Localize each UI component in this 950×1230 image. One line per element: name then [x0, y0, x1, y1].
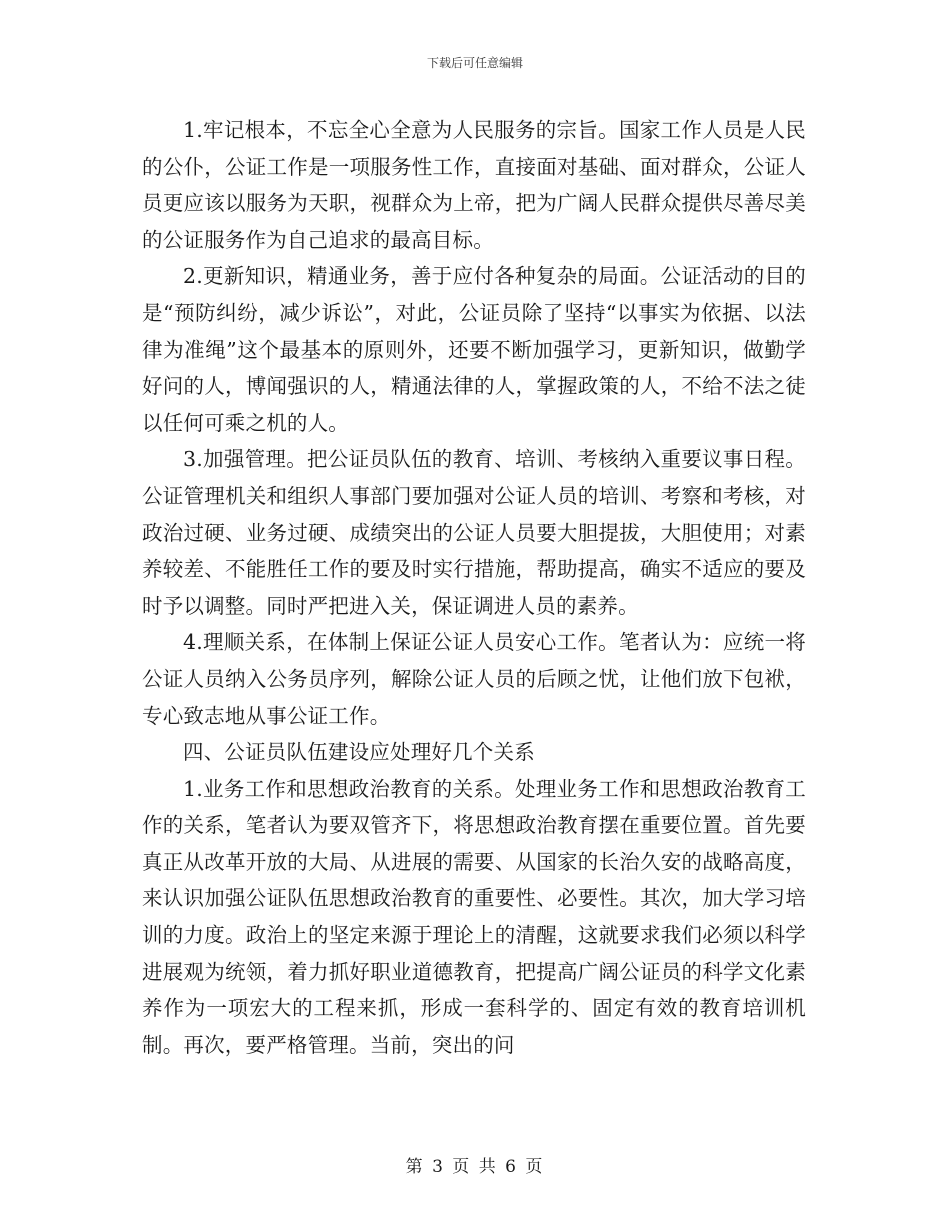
page-header-note: 下载后可任意编辑	[426, 56, 523, 70]
paragraph-1: 1.牢记根本，不忘全心全意为人民服务的宗旨。国家工作人员是人民的公仆，公证工作是一项服务性工作，直接面对基础、面对群众，公证人员更应该以服务为天职，视群众为上帝，把为广阔人民群众提供尽善尽美的公证服务作为自己追求的最高目标。	[142, 118, 806, 252]
page-number: 第 3 页 共 6 页	[405, 1157, 545, 1177]
paragraph-5: 1.业务工作和思想政治教育的关系。处理业务工作和思想政治教育工作的关系，笔者认为要双管齐下，将思想政治教育摆在重要位置。首先要真正从改革开放的大局、从进展的需要、从国家的长治久安的战略高度，来认识加强公证队伍思想政治教育的重要性、必要性。其次，加大学习培训的力度。政治上的坚定来源于理论上的清醒，这就要求我们必须以科学进展观为统领，着力抓好职业道德教育，把提高广阔公证员的科学文化素养作为一项宏大的工程来抓，形成一套科学的、固定有效的教育培训机制。再次，要严格管理。当前，突出的问	[142, 776, 806, 1057]
document-body	[142, 112, 806, 1063]
paragraph-2: 2.更新知识，精通业务，善于应付各种复杂的局面。公证活动的目的是“预防纠纷，减少诉讼”，对此，公证员除了坚持“以事实为依据、以法律为准绳”这个最基本的原则外，还要不断加强学习，更新知识，做勤学好问的人，博闻强识的人，精通法律的人，掌握政策的人，不给不法之徒以任何可乘之机的人。	[142, 264, 806, 435]
paragraph-3: 3.加强管理。把公证员队伍的教育、培训、考核纳入重要议事日程。公证管理机关和组织人事部门要加强对公证人员的培训、考察和考核，对政治过硬、业务过硬、成绩突出的公证人员要大胆提拔，大胆使用；对素养较差、不能胜任工作的要及时实行措施，帮助提高，确实不适应的要及时予以调整。同时严把进入关，保证调进人员的素养。	[142, 447, 806, 618]
section-heading: 四、公证员队伍建设应处理好几个关系	[183, 740, 535, 765]
paragraph-4: 4.理顺关系，在体制上保证公证人员安心工作。笔者认为：应统一将公证人员纳入公务员序列，解除公证人员的后顾之忧，让他们放下包袱，专心致志地从事公证工作。	[142, 630, 806, 728]
